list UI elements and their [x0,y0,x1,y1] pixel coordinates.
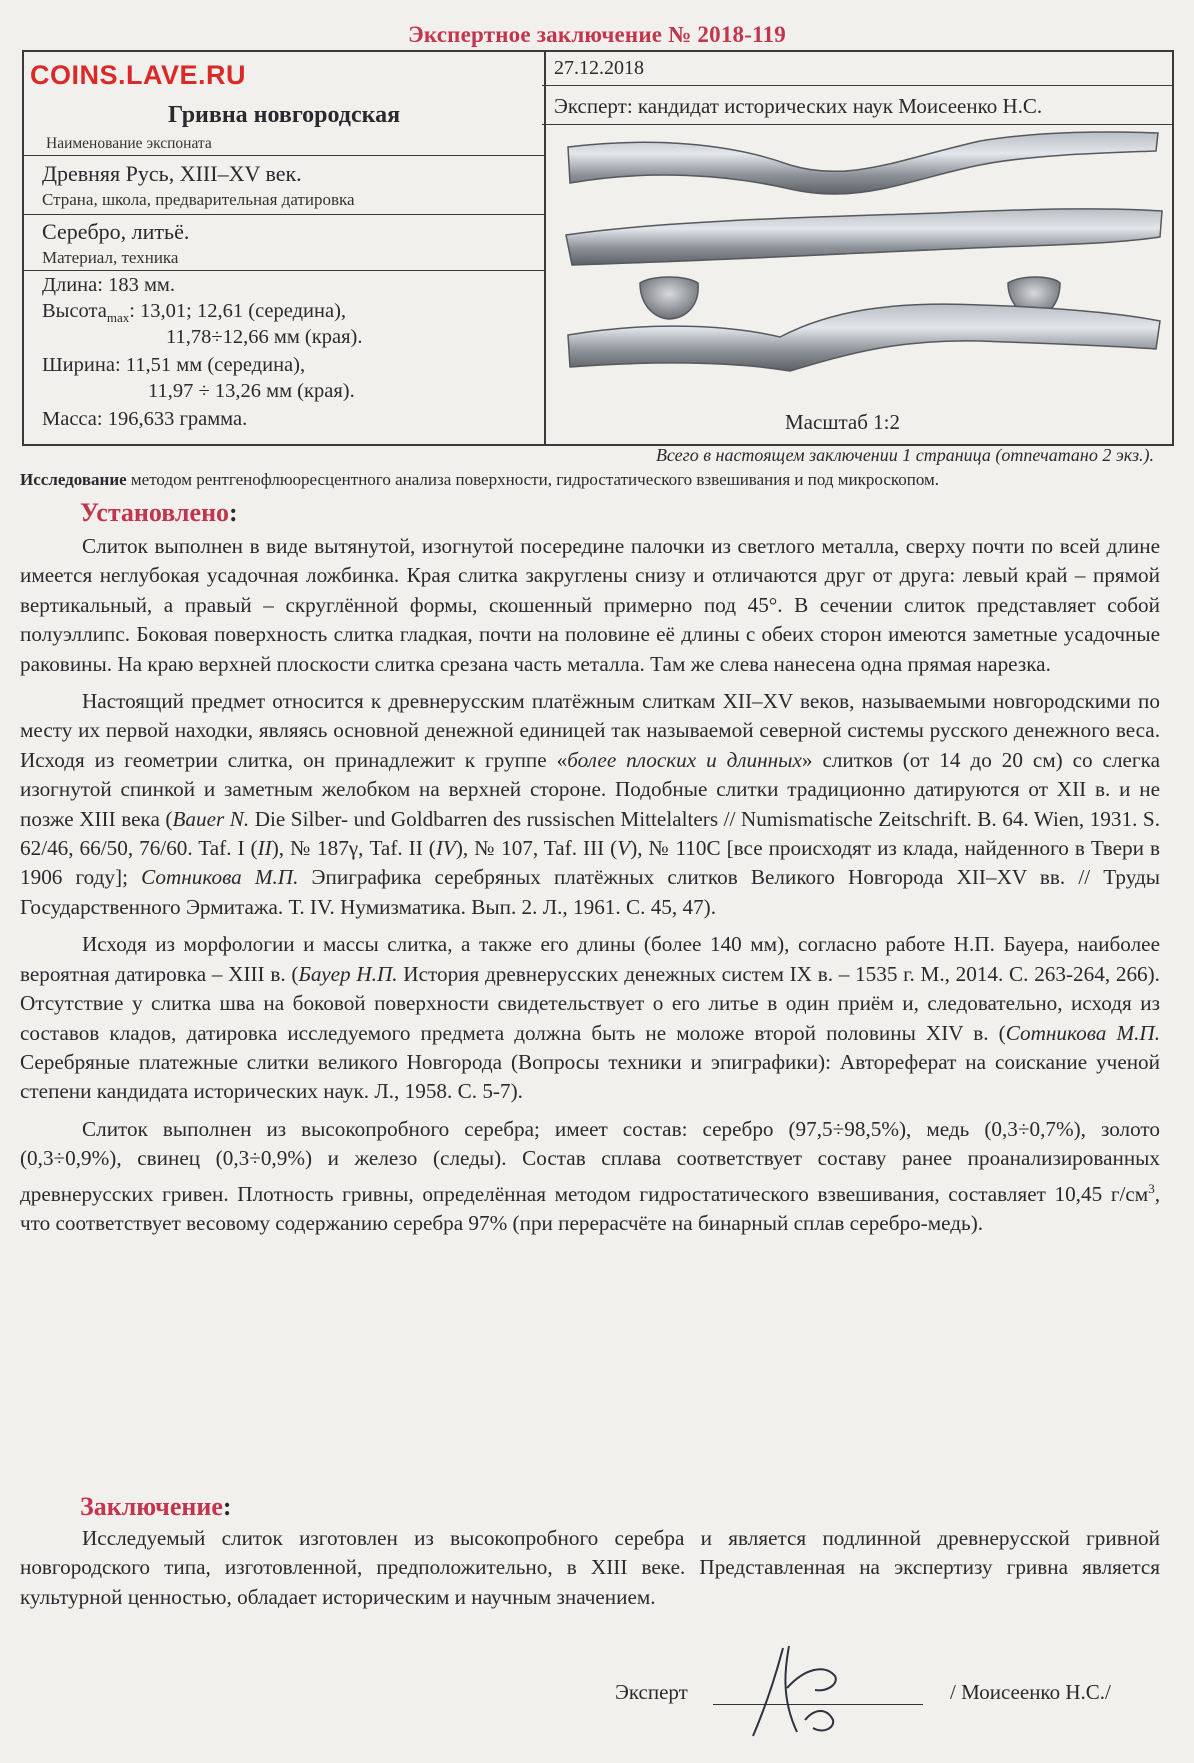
ingot-left-section [640,277,698,319]
ingot-top-view [568,132,1158,194]
conclusion-paragraph: Исследуемый слиток изготовлен из высокопробного серебра и является подлинной древнерусской гривной новгородского типа, изготовленной, предположительно, в XIII веке. Представленная на экспертизу гривна является культурной ценностью, обладает историческим и научным значением. [20,1526,1160,1609]
length-value: Длина: 183 мм. [42,274,176,296]
document-title: Экспертное заключение № 2018-119 [408,22,786,47]
ingot-photo [560,125,1166,435]
signature-label: Эксперт [615,1680,688,1704]
ingot-side-view [566,209,1162,265]
established-body [20,532,1160,1246]
date-cell [542,52,1172,86]
exhibit-name-cell [24,52,544,156]
expert-cell [542,86,1172,125]
origin-value: Древняя Русь, XIII–XV век. [42,161,302,186]
photo-scale: Масштаб 1:2 [785,410,901,434]
height-value: Высота$_{max}$: 13,01; 12,61 (середина), [42,300,347,326]
conclusion-heading: Заключение: [80,1492,232,1521]
width-value-2: 11,97 ÷ 13,26 мм (края). [148,380,355,402]
watermark-text: COINS.LAVE.RU [30,60,247,90]
material-caption: Материал, техника [42,248,179,267]
dimensions-cell [24,271,544,441]
expert-credentials: Эксперт: кандидат исторических наук Моисеенко Н.С. [554,94,1043,118]
material-cell [24,215,544,271]
signature-mark [735,1628,855,1748]
exhibit-name: Гривна новгородская [167,102,401,128]
height-value-2: 11,78÷12,66 мм (края). [166,326,363,348]
established-heading: Установлено: [80,498,238,527]
width-value: Ширина: 11,51 мм (середина), [42,354,306,376]
mass-value: Масса: 196,633 грамма. [42,408,248,430]
established-paragraph-4: Слиток выполнен из высокопробного серебра; имеет состав: серебро (97,5÷98,5%), медь (0,3÷0,7%), золото (0,3÷0,9%), свинец (0,3÷0,9%) и железо (следы). Состав сплава соответствует составу ранее проанализированных древнерусских гривен. Плотность гривны, определённая методом гидростатического взвешивания, составляет 10,45 $г/см^3$, что соответствует весовому содержанию серебра 97% (при перерасчёте на бинарный сплав серебро-медь). [20,1116,1160,1235]
established-paragraph-1: Слиток выполнен в виде вытянутой, изогнутой посередине палочки из светлого металла, сверху почти по всей длине имеется неглубокая усадочная ложбинка. Края слитка закруглены снизу и отличаются друг от друга: левый край – прямой вертикальный, а правый – скруглённой формы, скошенный примерно под 45°. В сечении слиток представляет собой полуэллипс. Боковая поверхность слитка гладкая, почти на половине её длины с обеих сторон имеются заметные усадочные раковины. На краю верхней плоскости слитка срезана часть металла. Там же слева нанесена одна прямая нарезка. [20,534,1160,676]
established-paragraph-3: Исходя из морфологии и массы слитка, а также его длины (более 140 мм), согласно работе Н.П. Бауера, наиболее вероятная датировка – XIII в. (Бауер Н.П. История древнерусских денежных систем IX в. – 1535 г. М., 2014. С. 263-264, 266). Отсутствие у слитка шва на боковой поверхности свидетельствует о его литье в один приём и, следовательно, исходя из составов кладов, датировка исследуемого предмета должна быть не моложе второй половины XIV в. (Сотникова М.П. Серебряные платежные слитки великого Новгорода (Вопросы техники и эпиграфики): Автореферат на соискание ученой степени кандидата исторических наук. Л., 1958. С. 5-7). [20,932,1160,1104]
established-paragraph-2: Настоящий предмет относится к древнерусским платёжным слиткам XII–XV веков, называемыми новгородскими по месту их первой находки, являясь основной денежной единицей так называемой северной системы русского денежного веса. Исходя из геометрии слитка, он принадлежит к группе «более плоских и длинных» слитков (от 14 до 20 см) со слегка изогнутой спинкой и заметным желобком на верхней стороне. Подобные слитки традиционно датируются от XII в. и не позже XIII века (Bauer N. Die Silber- und Goldbarren des russischen Mittelalters // Numismatische Zeitschrift. B. 64. Wien, 1931. S. 62/46, 66/50, 76/60. Taf. I (II), № 187γ, Taf. II (IV), № 107, Taf. III (V), № 110С [все происходят из клада, найденного в Твери в 1906 году]; Сотникова М.П. Эпиграфика серебряных платёжных слитков Великого Новгорода XII–XV вв. // Труды Государственного Эрмитажа. Т. IV. Нумизматика. Вып. 2. Л., 1961. С. 45, 47). [20,689,1160,919]
exhibit-info-table [22,50,546,446]
material-value: Серебро, литьё. [42,219,190,244]
expert-name: / Моисеенко Н.С./ [950,1680,1111,1704]
conclusion-date: 27.12.2018 [554,57,644,79]
research-method: Исследование методом рентгенофлюоресцентного анализа поверхности, гидростатического взвешивания и под микроскопом. [20,470,940,489]
origin-caption: Страна, школа, предварительная датировка [42,190,355,209]
exhibit-name-caption: Наименование экспоната [46,135,212,152]
conclusion-body [20,1524,1160,1620]
pages-note: Всего в настоящем заключении 1 страница (отпечатано 2 экз.). [655,445,1154,465]
origin-cell [24,156,544,215]
